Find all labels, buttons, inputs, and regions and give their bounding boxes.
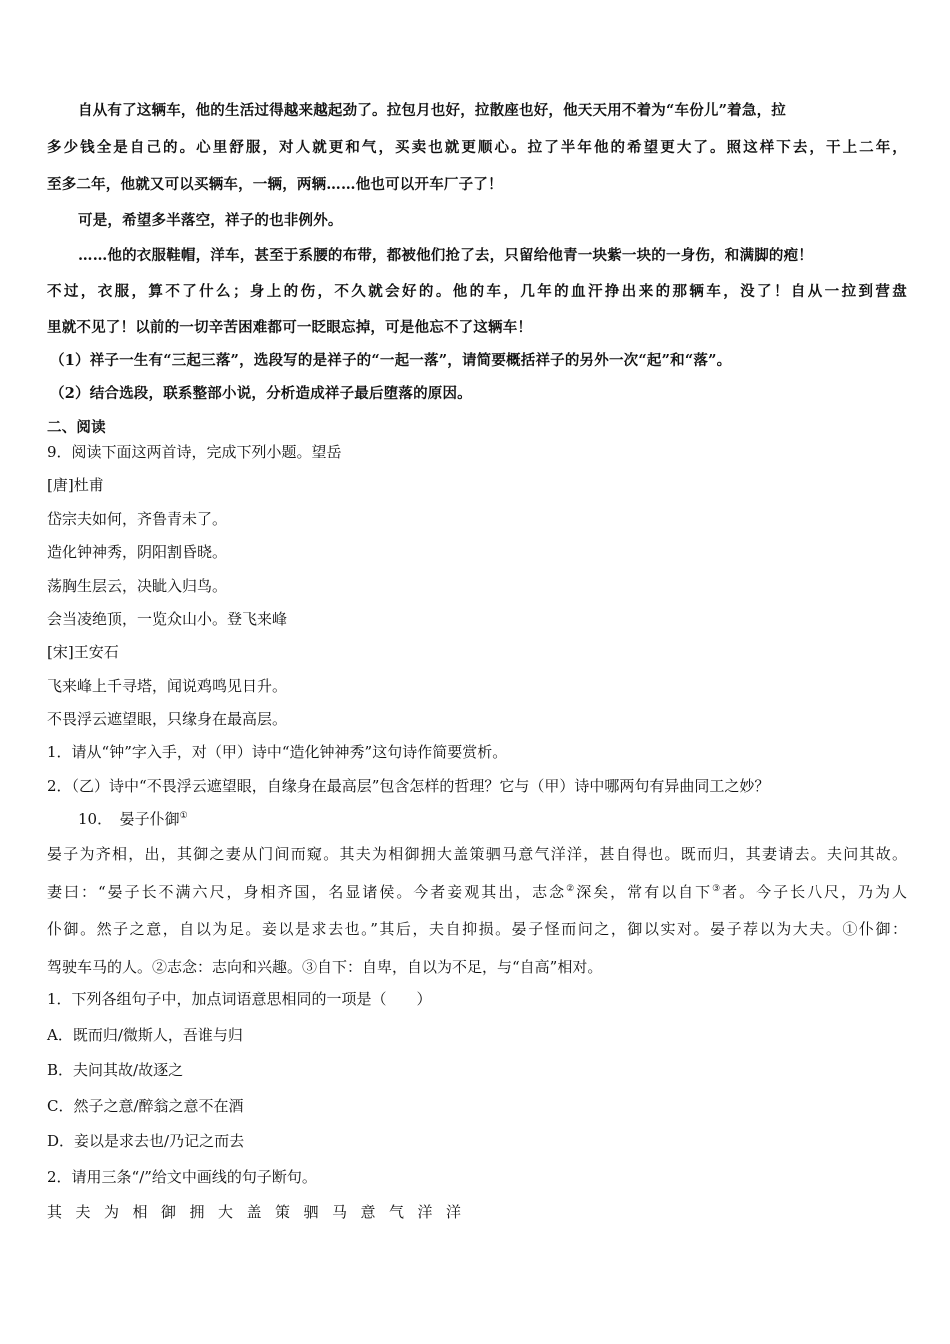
q10-text-line2-part1: 妻曰：“晏子长不满六尺，身相齐国，名显诸侯。今者妾观其出，志念 — [47, 883, 567, 901]
passage-p1-line3: 至多二年，他就又可以买辆车，一辆，两辆……他也可以开车厂子了！ — [47, 176, 503, 193]
option-d: D．妾以是求去也/乃记之而去 — [47, 1132, 245, 1150]
poem2-author: [宋]王安石 — [47, 643, 119, 661]
poem1-line1: 岱宗夫如何，齐鲁青未了。 — [47, 510, 228, 528]
q10-text-line3: 仆御。然子之意，自以为足。妾以是求去也。”其后，夫自抑损。晏子怪而问之，御以实对。晏子荐以为大夫。①仆御： — [47, 920, 907, 938]
poem1-line4: 会当凌绝顶，一览众山小。登飞来峰 — [47, 610, 288, 628]
q10-sub2: 2．请用三条“/”给文中画线的句子断句。 — [47, 1168, 317, 1186]
option-c: C．然子之意/醉翁之意不在酒 — [47, 1097, 244, 1115]
poem1-author: [唐]杜甫 — [47, 476, 104, 494]
q10-title-footnote-mark: ① — [179, 811, 188, 821]
q10-title-text: 10． 晏子仆御 — [78, 810, 180, 828]
q10-footnotes: 驾驶车马的人。②志念：志向和兴趣。③自下：自卑，自以为不足，与“自高”相对。 — [47, 958, 603, 976]
section-title: 二、阅读 — [47, 419, 106, 436]
q10-sub1: 1．下列各组句子中，加点词语意思相同的一项是（ ） — [47, 990, 432, 1008]
footnote-mark-3: ③ — [712, 884, 723, 894]
passage-p1-line1: 自从有了这辆车，他的生活过得越来越起劲了。拉包月也好，拉散座也好，他天天用不着为“车份儿”着急，拉 — [78, 102, 786, 119]
passage-p2: 可是，希望多半落空，祥子的也非例外。 — [78, 212, 343, 229]
q9-intro: 9．阅读下面这两首诗，完成下列小题。望岳 — [47, 443, 342, 461]
poem2-line2: 不畏浮云遮望眼，只缘身在最高层。 — [47, 710, 288, 728]
footnote-mark-2: ② — [566, 884, 577, 894]
q9-sub1: 1．请从“钟”字入手，对（甲）诗中“造化钟神秀”这句诗作简要赏析。 — [47, 743, 508, 761]
q10-text-line2 — [47, 882, 907, 902]
passage-p1-line2: 多少钱全是自己的。心里舒服，对人就更和气，买卖也就更顺心。拉了半年他的希望更大了。照这样下去，干上二年， — [47, 139, 907, 156]
passage-p3-line3: 里就不见了！以前的一切辛苦困难都可一眨眼忘掉，可是他忘不了这辆车！ — [47, 319, 533, 336]
question-1: （1）祥子一生有“三起三落”，选段写的是祥子的“一起一落”，请简要概括祥子的另外一次“起”和“落”。 — [50, 352, 732, 369]
q10-text-line2-part2: 深矣，常有以自下 — [576, 883, 713, 901]
poem2-line1: 飞来峰上千寻塔，闻说鸡鸣见日升。 — [47, 677, 288, 695]
poem1-line3: 荡胸生层云，决眦入归鸟。 — [47, 577, 228, 595]
poem1-line2: 造化钟神秀，阴阳割昏晓。 — [47, 543, 228, 561]
passage-p3-line2: 不过，衣服，算不了什么；身上的伤，不久就会好的。他的车，几年的血汗挣出来的那辆车，没了！自从一拉到营盘 — [47, 283, 907, 300]
q10-title — [78, 809, 938, 829]
q10-text-line1: 晏子为齐相，出，其御之妻从门间而窥。其夫为相御拥大盖策驷马意气洋洋，甚自得也。既而归，其妻请去。夫问其故。 — [47, 845, 907, 863]
q10-text-line2-part3: 者。今子长八尺，乃为人 — [722, 883, 907, 901]
option-b: B．夫问其故/故逐之 — [47, 1061, 184, 1079]
punctuation-sentence: 其夫为相御拥大盖策驷马意气洋洋 — [47, 1203, 475, 1221]
passage-p3-line1: ……他的衣服鞋帽，洋车，甚至于系腰的布带，都被他们抢了去，只留给他青一块紫一块的一身伤，和满脚的疱！ — [78, 247, 813, 264]
q9-sub2: 2．（乙）诗中“不畏浮云遮望眼，自缘身在最高层”包含怎样的哲理？它与（甲）诗中哪两句有异曲同工之妙？ — [47, 777, 770, 795]
option-a: A．既而归/微斯人，吾谁与归 — [47, 1026, 243, 1044]
question-2: （2）结合选段，联系整部小说，分析造成祥子最后堕落的原因。 — [50, 385, 472, 402]
